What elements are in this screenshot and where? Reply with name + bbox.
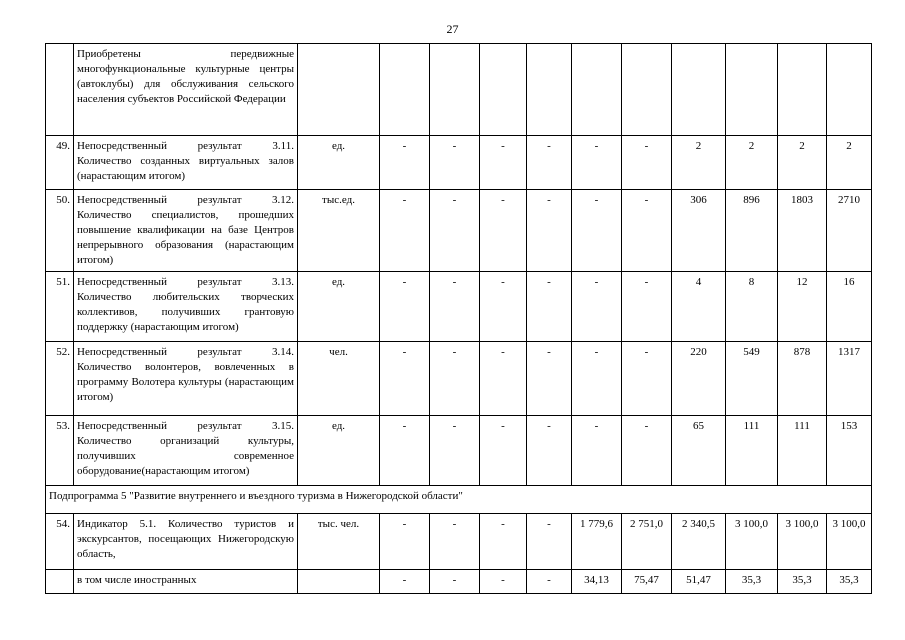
cell-value: - bbox=[480, 514, 527, 570]
cell-value: - bbox=[380, 190, 430, 272]
cell-value: - bbox=[430, 342, 480, 416]
cell-value: - bbox=[480, 342, 527, 416]
cell-value: - bbox=[430, 416, 480, 486]
cell-value: - bbox=[572, 416, 622, 486]
row-description: Непосредственный результат 3.11. Количество созданных виртуальных залов (нарастающим итогом) bbox=[74, 136, 298, 190]
cell-value bbox=[480, 44, 527, 136]
row-description: Непосредственный результат 3.13. Количество любительских творческих коллективов, получивших грантовую поддержку (нарастающим итогом) bbox=[74, 272, 298, 342]
cell-value bbox=[572, 44, 622, 136]
row-unit: тыс.ед. bbox=[298, 190, 380, 272]
cell-value: - bbox=[527, 416, 572, 486]
cell-value: - bbox=[430, 272, 480, 342]
row-number: 53. bbox=[46, 416, 74, 486]
table-row bbox=[46, 514, 872, 570]
cell-value: 51,47 bbox=[672, 570, 726, 594]
cell-value: 2 bbox=[827, 136, 872, 190]
row-number: 51. bbox=[46, 272, 74, 342]
table-row bbox=[46, 272, 872, 342]
row-number: 52. bbox=[46, 342, 74, 416]
cell-value: 549 bbox=[726, 342, 778, 416]
cell-value: 16 bbox=[827, 272, 872, 342]
row-description: Непосредственный результат 3.15. Количество организаций культуры, получивших современное оборудование(нарастающим итогом) bbox=[74, 416, 298, 486]
table-row bbox=[46, 570, 872, 594]
cell-value bbox=[726, 44, 778, 136]
row-unit: тыс. чел. bbox=[298, 514, 380, 570]
cell-value: - bbox=[622, 342, 672, 416]
subprogram-row bbox=[46, 486, 872, 514]
table-row bbox=[46, 190, 872, 272]
cell-value: - bbox=[430, 190, 480, 272]
cell-value: - bbox=[380, 570, 430, 594]
cell-value: 3 100,0 bbox=[726, 514, 778, 570]
cell-value: - bbox=[380, 342, 430, 416]
cell-value: 75,47 bbox=[622, 570, 672, 594]
cell-value: - bbox=[572, 136, 622, 190]
cell-value: 220 bbox=[672, 342, 726, 416]
row-description: Приобретены передвижные многофункциональные культурные центры (автоклубы) для обслуживания сельского населения субъектов Российской Федерации bbox=[74, 44, 298, 136]
cell-value: - bbox=[380, 416, 430, 486]
cell-value: 153 bbox=[827, 416, 872, 486]
cell-value: 35,3 bbox=[827, 570, 872, 594]
cell-value: - bbox=[480, 272, 527, 342]
row-unit: чел. bbox=[298, 342, 380, 416]
row-description: Непосредственный результат 3.12. Количество специалистов, прошедших повышение квалификации на базе Центров непрерывного образования (нарастающим итогом) bbox=[74, 190, 298, 272]
indicators-table bbox=[45, 43, 872, 594]
cell-value: - bbox=[527, 342, 572, 416]
cell-value: - bbox=[380, 272, 430, 342]
cell-value: 4 bbox=[672, 272, 726, 342]
row-unit bbox=[298, 570, 380, 594]
cell-value: - bbox=[480, 416, 527, 486]
cell-value: - bbox=[480, 136, 527, 190]
cell-value: - bbox=[380, 514, 430, 570]
cell-value bbox=[380, 44, 430, 136]
cell-value bbox=[778, 44, 827, 136]
cell-value: - bbox=[480, 570, 527, 594]
table-row bbox=[46, 342, 872, 416]
cell-value: - bbox=[622, 272, 672, 342]
row-number: 50. bbox=[46, 190, 74, 272]
cell-value bbox=[672, 44, 726, 136]
cell-value: - bbox=[430, 514, 480, 570]
cell-value: 2 bbox=[672, 136, 726, 190]
cell-value: 1317 bbox=[827, 342, 872, 416]
cell-value: 111 bbox=[778, 416, 827, 486]
row-number bbox=[46, 570, 74, 594]
page-number: 27 bbox=[446, 22, 459, 36]
row-unit: ед. bbox=[298, 272, 380, 342]
cell-value: 35,3 bbox=[726, 570, 778, 594]
row-unit: ед. bbox=[298, 416, 380, 486]
table-row bbox=[46, 136, 872, 190]
cell-value: - bbox=[572, 342, 622, 416]
table-row bbox=[46, 416, 872, 486]
cell-value: 2 bbox=[726, 136, 778, 190]
cell-value: - bbox=[527, 272, 572, 342]
cell-value: - bbox=[527, 190, 572, 272]
cell-value: - bbox=[430, 570, 480, 594]
cell-value: 35,3 bbox=[778, 570, 827, 594]
cell-value: - bbox=[527, 570, 572, 594]
row-number bbox=[46, 44, 74, 136]
cell-value bbox=[430, 44, 480, 136]
cell-value: - bbox=[572, 272, 622, 342]
row-number: 49. bbox=[46, 136, 74, 190]
subprogram-title: Подпрограмма 5 "Развитие внутреннего и въездного туризма в Нижегородской области" bbox=[46, 486, 872, 514]
cell-value: 65 bbox=[672, 416, 726, 486]
cell-value bbox=[827, 44, 872, 136]
cell-value: - bbox=[527, 136, 572, 190]
cell-value: 2 bbox=[778, 136, 827, 190]
cell-value: - bbox=[622, 190, 672, 272]
cell-value: 12 bbox=[778, 272, 827, 342]
row-unit bbox=[298, 44, 380, 136]
cell-value: - bbox=[572, 190, 622, 272]
row-description: Непосредственный результат 3.14. Количество волонтеров, вовлеченных в программу Волотера культуры (нарастающим итогом) bbox=[74, 342, 298, 416]
cell-value: - bbox=[380, 136, 430, 190]
cell-value: 878 bbox=[778, 342, 827, 416]
cell-value: - bbox=[480, 190, 527, 272]
cell-value: 896 bbox=[726, 190, 778, 272]
cell-value: 2710 bbox=[827, 190, 872, 272]
cell-value: 1 779,6 bbox=[572, 514, 622, 570]
cell-value: - bbox=[430, 136, 480, 190]
cell-value: 306 bbox=[672, 190, 726, 272]
row-description: в том числе иностранных bbox=[74, 570, 298, 594]
cell-value: 1803 bbox=[778, 190, 827, 272]
cell-value: 111 bbox=[726, 416, 778, 486]
row-number: 54. bbox=[46, 514, 74, 570]
cell-value bbox=[527, 44, 572, 136]
table-row bbox=[46, 44, 872, 136]
row-unit: ед. bbox=[298, 136, 380, 190]
cell-value: - bbox=[622, 136, 672, 190]
cell-value bbox=[622, 44, 672, 136]
cell-value: - bbox=[527, 514, 572, 570]
cell-value: - bbox=[622, 416, 672, 486]
cell-value: 34,13 bbox=[572, 570, 622, 594]
cell-value: 8 bbox=[726, 272, 778, 342]
cell-value: 2 340,5 bbox=[672, 514, 726, 570]
cell-value: 2 751,0 bbox=[622, 514, 672, 570]
cell-value: 3 100,0 bbox=[827, 514, 872, 570]
cell-value: 3 100,0 bbox=[778, 514, 827, 570]
row-description: Индикатор 5.1. Количество туристов и экскурсантов, посещающих Нижегородскую область, bbox=[74, 514, 298, 570]
